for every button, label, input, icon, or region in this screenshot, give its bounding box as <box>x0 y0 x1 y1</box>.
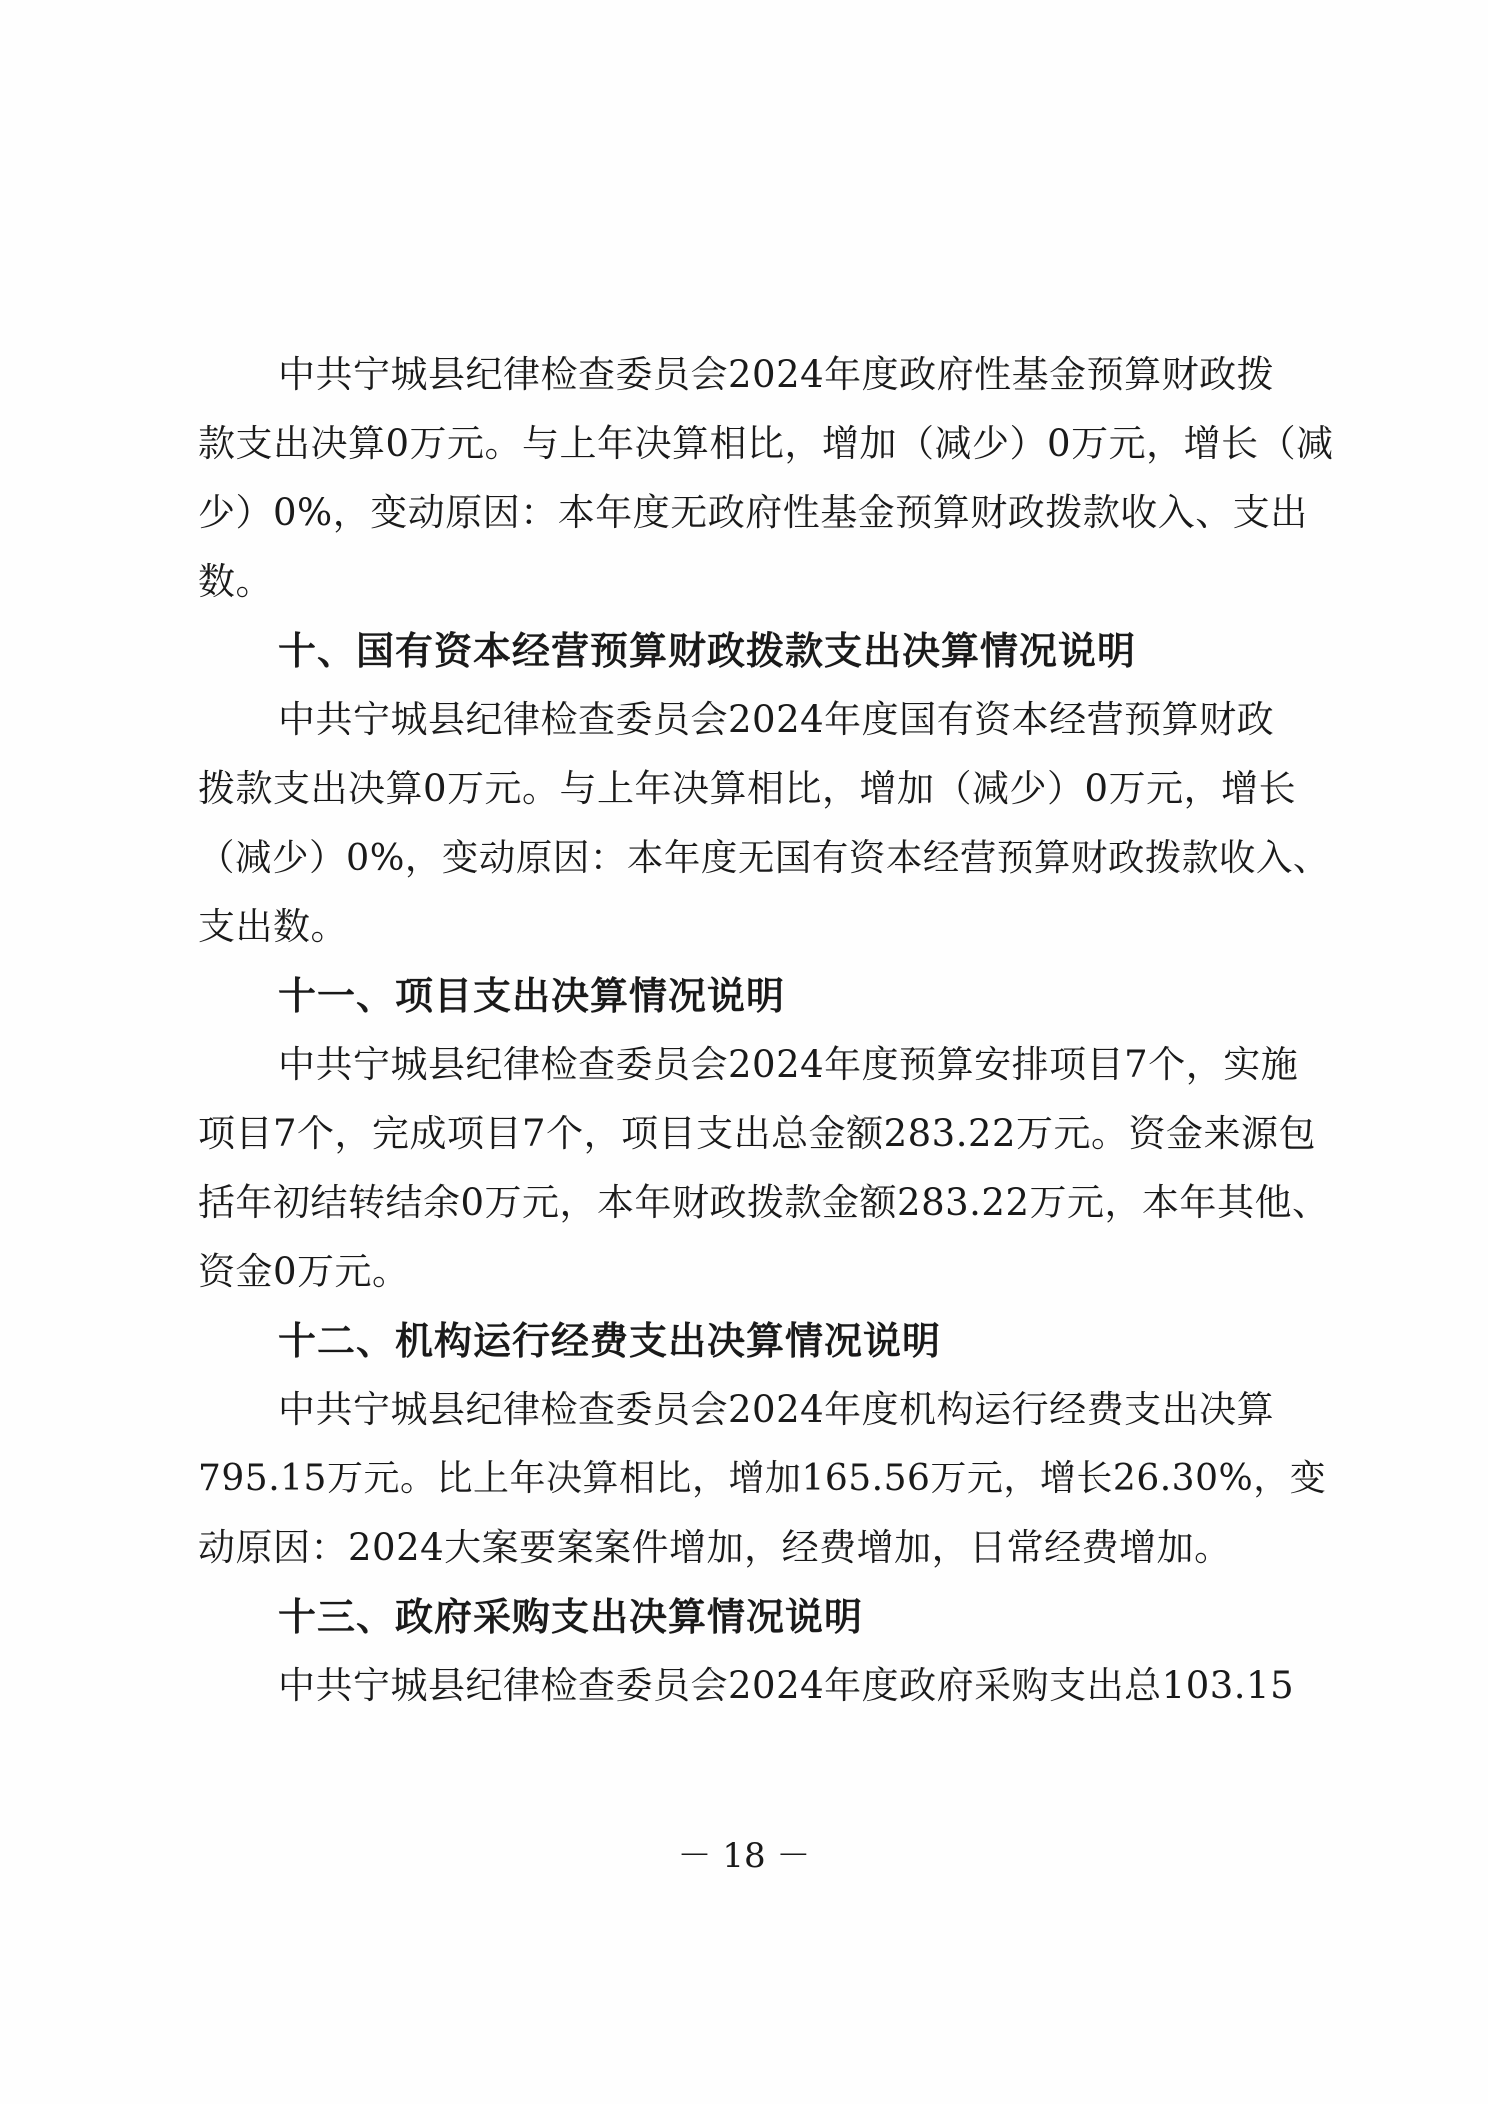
paragraph-line: 支出数。 <box>198 905 348 948</box>
page-number: － 18 － <box>677 1836 811 1876</box>
paragraph-line: 项目7个，完成项目7个，项目支出总金额283.22万元。资金来源包 <box>198 1112 1317 1155</box>
paragraph-line: 款支出决算0万元。与上年决算相比，增加（减少）0万元，增长（减 <box>198 422 1334 465</box>
paragraph-line: （减少）0%，变动原因：本年度无国有资本经营预算财政拨款收入、 <box>198 836 1330 879</box>
paragraph-line: 数。 <box>198 560 273 603</box>
paragraph-line: 拨款支出决算0万元。与上年决算相比，增加（减少）0万元，增长 <box>198 767 1297 810</box>
paragraph-line: 中共宁城县纪律检查委员会2024年度预算安排项目7个，实施 <box>278 1043 1299 1086</box>
paragraph-line: 795.15万元。比上年决算相比，增加165.56万元，增长26.30%，变 <box>198 1458 1327 1499</box>
paragraph-line: 少）0%，变动原因：本年度无政府性基金预算财政拨款收入、支出 <box>198 491 1308 534</box>
paragraph-line: 中共宁城县纪律检查委员会2024年度政府采购支出总103.15 <box>278 1664 1295 1707</box>
paragraph-line: 动原因：2024大案要案案件增加，经费增加，日常经费增加。 <box>198 1526 1232 1569</box>
paragraph-line: 中共宁城县纪律检查委员会2024年度政府性基金预算财政拨 <box>278 353 1275 396</box>
section-heading: 十、国有资本经营预算财政拨款支出决算情况说明 <box>278 629 1137 673</box>
section-heading: 十三、政府采购支出决算情况说明 <box>278 1595 864 1639</box>
paragraph-line: 括年初结转结余0万元，本年财政拨款金额283.22万元，本年其他、 <box>198 1181 1330 1224</box>
paragraph-line: 资金0万元。 <box>198 1250 410 1293</box>
section-heading: 十一、项目支出决算情况说明 <box>278 974 786 1018</box>
section-heading: 十二、机构运行经费支出决算情况说明 <box>278 1319 942 1363</box>
paragraph-line: 中共宁城县纪律检查委员会2024年度机构运行经费支出决算 <box>278 1388 1275 1431</box>
paragraph-line: 中共宁城县纪律检查委员会2024年度国有资本经营预算财政 <box>278 698 1275 741</box>
